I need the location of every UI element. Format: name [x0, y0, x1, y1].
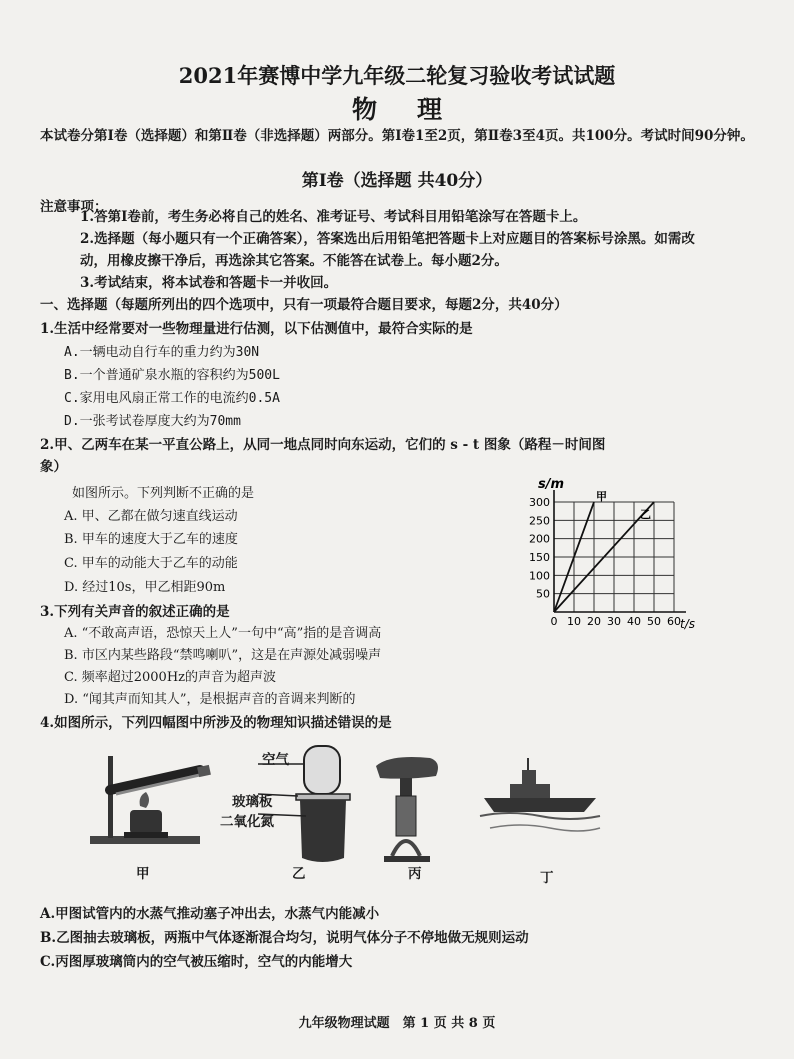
question-3-option-a: A. “不敢高声语，恐惊天上人”一句中“高”指的是音调高: [64, 626, 382, 641]
figure-jia: [90, 756, 211, 844]
question-2-option-a: A. 甲、乙都在做匀速直线运动: [64, 509, 238, 524]
question-2-option-c: C. 甲车的动能大于乙车的动能: [64, 556, 238, 571]
question-3-stem: 3.下列有关声音的叙述正确的是: [40, 604, 230, 620]
label-ding: 丁: [540, 870, 554, 886]
note-1: 1.答第Ⅰ卷前，考生务必将自己的姓名、准考证号、考试科目用铅笔涂写在答题卡上。: [80, 209, 587, 225]
question-4-stem: 4.如图所示，下列四幅图中所涉及的物理知识描述错误的是: [40, 715, 392, 731]
series-jia-label: 甲: [596, 490, 607, 503]
y-tick-250: 250: [529, 514, 550, 528]
x-tick-40: 40: [627, 615, 641, 628]
label-glass-plate: 玻璃板: [232, 794, 273, 810]
x-tick-60: 60: [667, 615, 681, 628]
question-1-option-c: C.家用电风扇正常工作的电流约0.5A: [64, 391, 280, 406]
y-tick-50: 50: [536, 587, 550, 601]
st-chart: [520, 474, 700, 632]
chart-ticks: [529, 496, 681, 628]
page-footer: 九年级物理试题 第 1 页 共 8 页: [298, 1016, 496, 1031]
note-3: 3.考试结束，将本试卷和答题卡一并收回。: [80, 275, 338, 291]
subject-title: 物理: [351, 95, 482, 124]
x-tick-50: 50: [647, 615, 661, 628]
label-bing: 丙: [408, 866, 422, 882]
question-2-option-d: D. 经过10s，甲乙相距90m: [64, 580, 226, 595]
chart-ylabel: s/m: [538, 477, 565, 492]
series-yi-label: 乙: [640, 508, 651, 521]
question-1-option-d: D.一张考试卷厚度大约为70mm: [64, 414, 241, 429]
question-2-stem-line2: 象）: [40, 459, 67, 475]
section-title: 第Ⅰ卷（选择题 共40分）: [301, 171, 493, 191]
label-yi: 乙: [292, 866, 306, 882]
y-tick-300: 300: [529, 496, 550, 509]
question-4-option-b: B.乙图抽去玻璃板，两瓶中气体逐渐混合均匀，说明气体分子不停地做无规则运动: [40, 930, 529, 946]
y-tick-100: 100: [529, 569, 550, 583]
label-air: 空气: [262, 752, 289, 768]
question-3-option-b: B. 市区内某些路段“禁鸣喇叭”，这是在声源处减弱噪声: [64, 648, 382, 663]
exam-title: 2021年赛博中学九年级二轮复习验收考试试题: [178, 63, 616, 88]
note-2: 2.选择题（每小题只有一个正确答案），答案选出后用铅笔把答题卡上对应题目的答案标号涂黑。如需改动，用橡皮擦干净后，再选涂其它答案。不能答在试卷上。每小题2分。: [80, 231, 695, 269]
y-tick-200: 200: [529, 532, 550, 546]
question-4-option-c: C.丙图厚玻璃筒内的空气被压缩时，空气的内能增大: [40, 954, 353, 970]
part-heading: 一、选择题（每题所列出的四个选项中，只有一项最符合题目要求，每题2分，共40分）: [40, 297, 568, 313]
question-4-option-a: A.甲图试管内的水蒸气推动塞子冲出去，水蒸气内能减小: [40, 906, 380, 922]
question-2-option-b: B. 甲车的速度大于乙车的速度: [64, 532, 238, 547]
notes-heading: 注意事项：: [40, 199, 108, 215]
figure-bing: [376, 757, 438, 862]
question-2-stem-line1: 2.甲、乙两车在某一平直公路上，从同一地点同时向东运动，它们的 s - t 图象（路程－时间图: [40, 437, 606, 453]
chart-xlabel: t/s: [680, 617, 695, 631]
exam-intro: 本试卷分第Ⅰ卷（选择题）和第Ⅱ卷（非选择题）两部分。第Ⅰ卷1至2页，第Ⅱ卷3至4页。共100分。考试时间90分钟。: [40, 128, 754, 144]
figure-ding: [480, 758, 600, 831]
label-nitrogen-dioxide: 二氧化氮: [220, 814, 274, 830]
question-1-option-a: A.一辆电动自行车的重力约为30N: [64, 345, 260, 360]
question-1-option-b: B.一个普通矿泉水瓶的容积约为500L: [64, 368, 280, 383]
x-tick-20: 20: [587, 615, 601, 628]
label-jia: 甲: [136, 866, 150, 882]
question-1-stem: 1.生活中经常要对一些物理量进行估测，以下估测值中，最符合实际的是: [40, 321, 473, 337]
question-2-stem-line3: 如图所示。下列判断不正确的是: [72, 486, 255, 501]
x-tick-30: 30: [607, 615, 621, 628]
question-3-option-d: D. “闻其声而知其人”，是根据声音的音调来判断的: [64, 692, 356, 707]
chart-grid: [554, 490, 686, 612]
y-tick-150: 150: [529, 551, 550, 564]
question-3-option-c: C. 频率超过2000Hz的声音为超声波: [64, 670, 277, 685]
x-tick-0: 0: [550, 615, 558, 628]
x-tick-10: 10: [567, 615, 581, 628]
